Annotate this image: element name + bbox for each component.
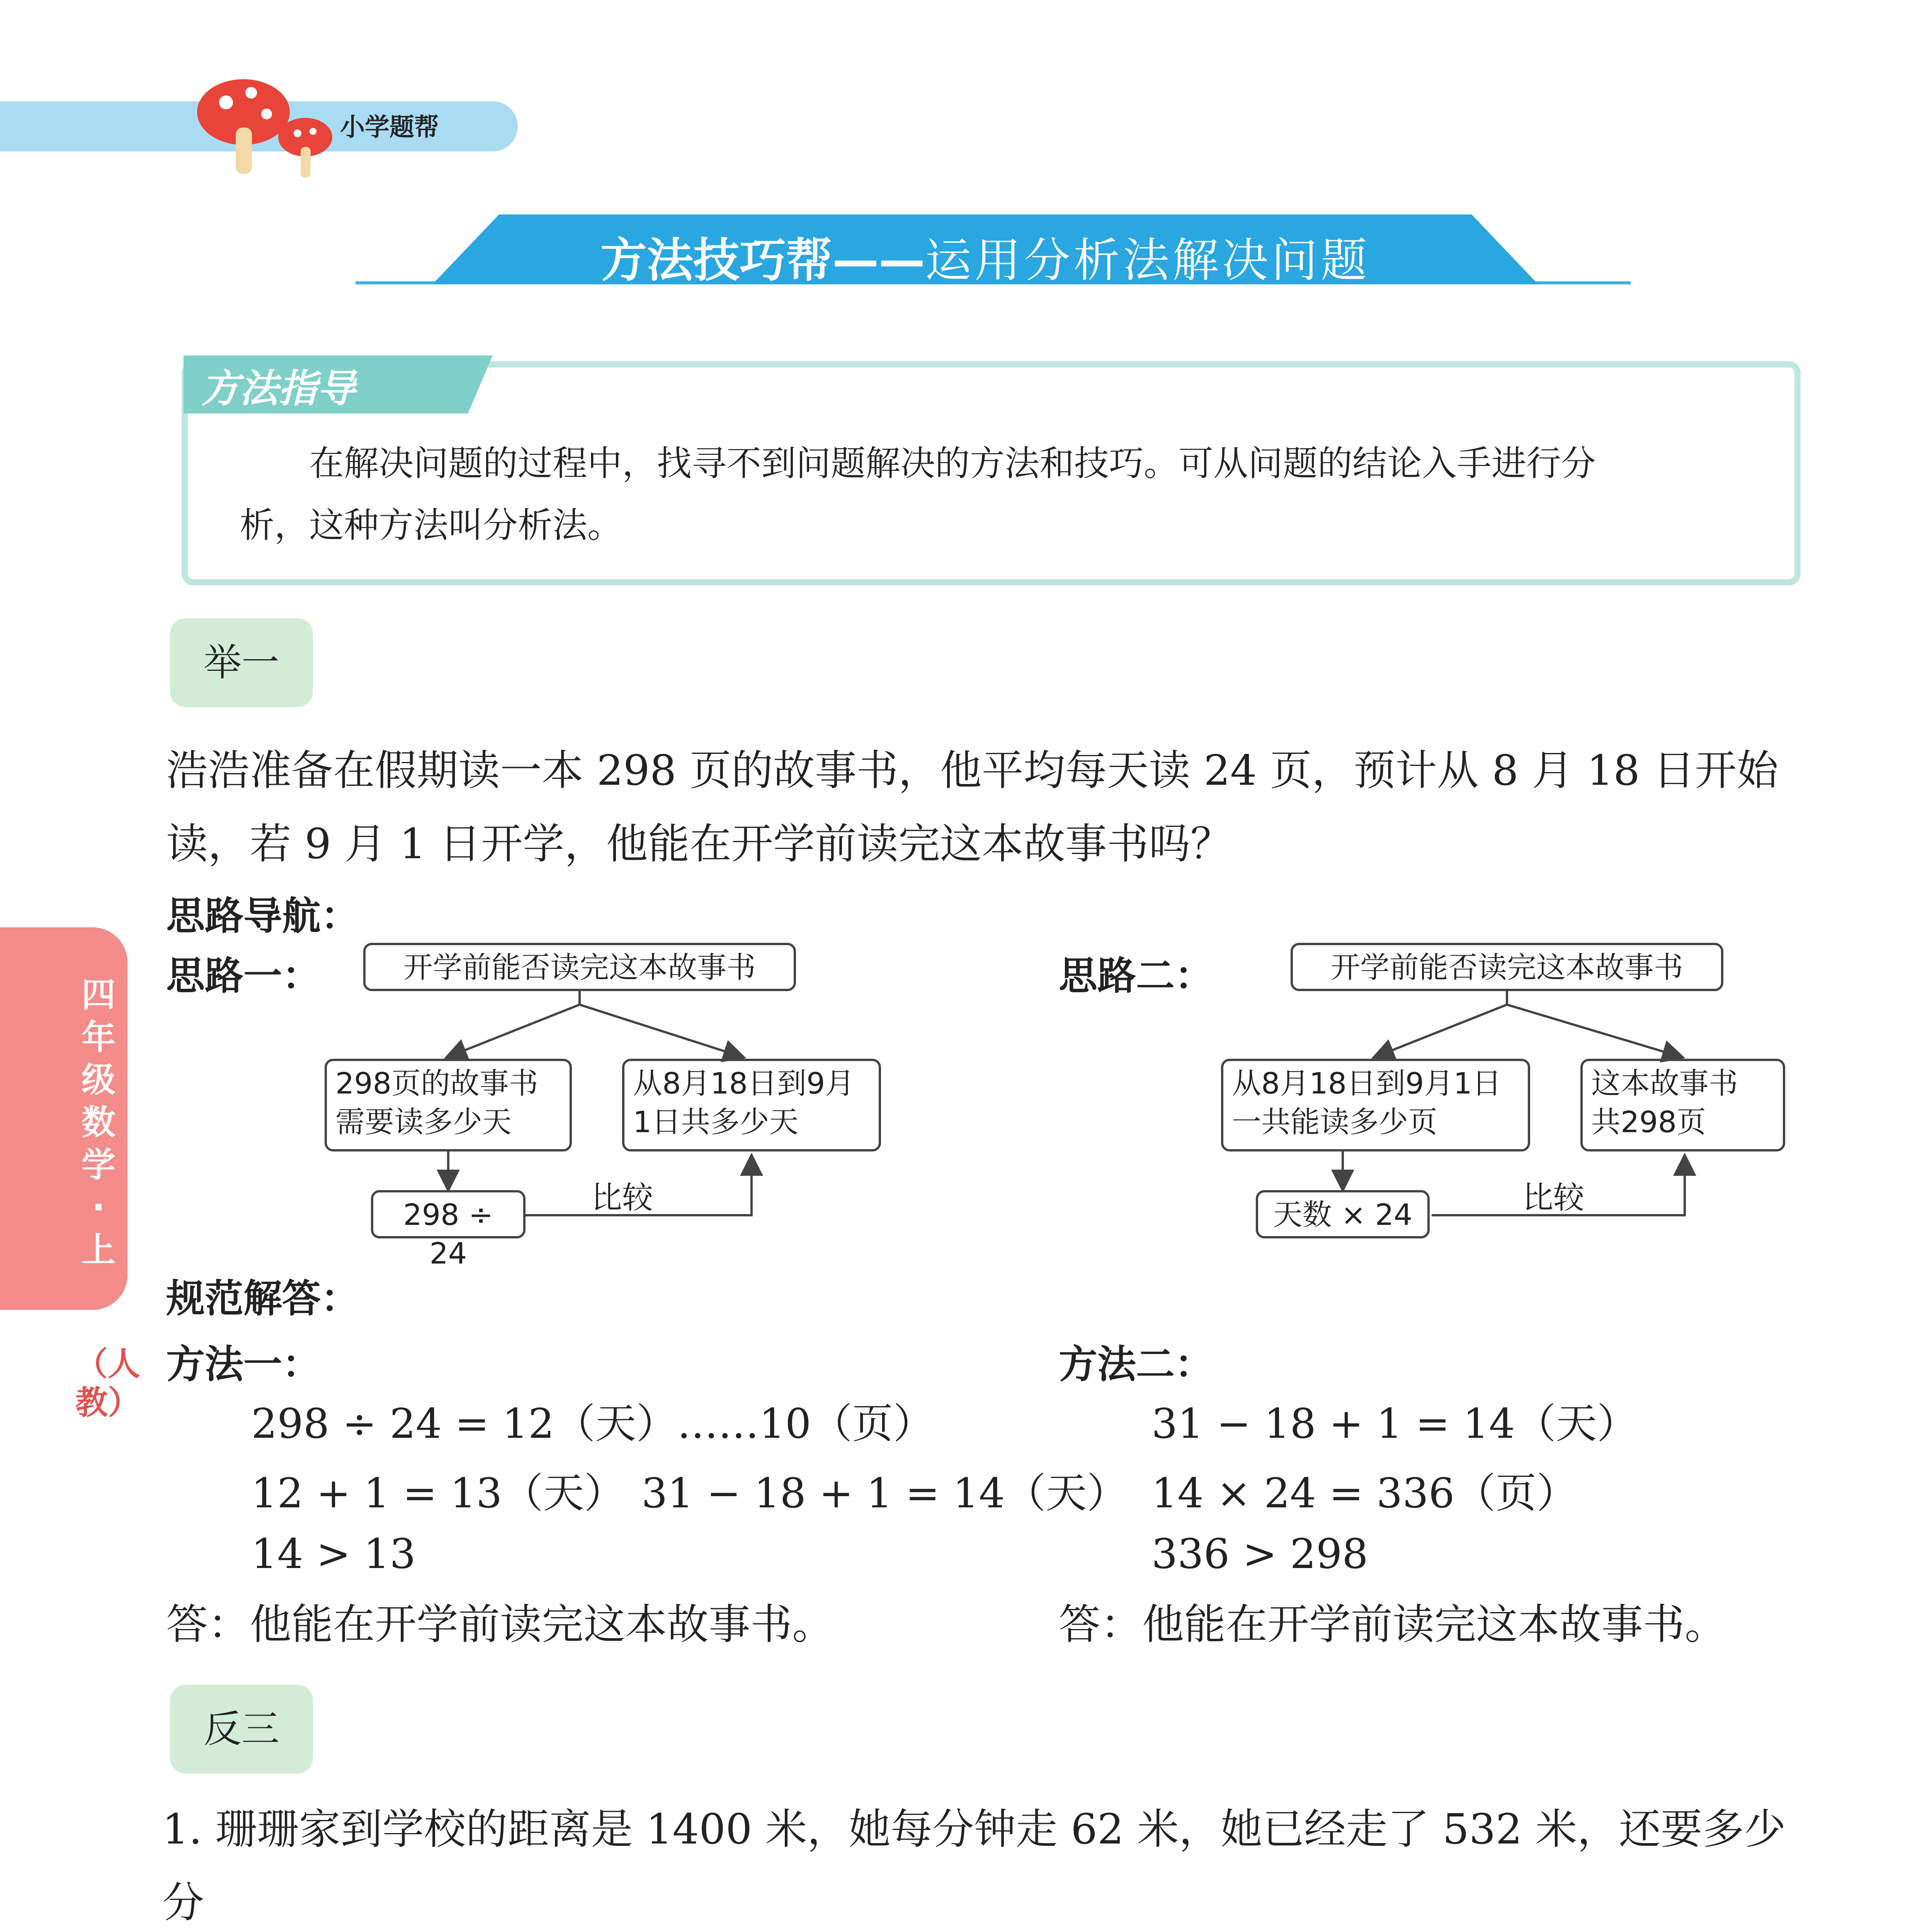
page-title <box>433 223 1538 290</box>
route2-top-box: 开学前能否读完这本故事书 <box>1291 943 1723 991</box>
method1-line-3: 14 > 13 <box>251 1530 416 1578</box>
route2-arrows <box>1198 989 1816 1221</box>
method-guide-line-2: 析，这种方法叫分析法。 <box>240 505 622 546</box>
example-problem <box>166 734 1828 881</box>
method1-line-2a: 12 + 1 = 13（天） <box>251 1469 625 1517</box>
route2-left-line-1: 从8月18日到9月1日 <box>1232 1066 1502 1100</box>
route2-label: 思路二： <box>1059 953 1213 998</box>
route2-right-line-1: 这本故事书 <box>1591 1066 1738 1100</box>
route1-arrows <box>309 989 908 1221</box>
route2-right-line-2: 共298页 <box>1591 1105 1706 1139</box>
question-1 <box>162 1793 1824 1932</box>
route1-label: 思路一： <box>166 953 321 998</box>
title-sub: 运用分析法解决问题 <box>925 234 1370 287</box>
method2-line-2: 14 × 24 = 336（页） <box>1151 1469 1578 1517</box>
title-dash: —— <box>832 234 925 287</box>
route1-calc-box: 298 ÷ 24 <box>371 1190 526 1238</box>
route1-compare-label: 比较 <box>591 1180 653 1216</box>
thinking-label: 思路导航： <box>166 893 359 939</box>
route2-left-line-2: 一共能读多少页 <box>1232 1105 1437 1139</box>
method-guide-tag-label: 方法指导 <box>201 366 355 411</box>
side-tab-title: 四年级数学·上 <box>81 975 116 1270</box>
solution-label: 规范解答： <box>166 1276 359 1321</box>
method1-line-1: 298 ÷ 24 = 12（天）……10（页） <box>251 1400 934 1447</box>
example-pill: 举一 <box>170 618 313 707</box>
question-1-line-1: 1. 珊珊家到学校的距离是 1400 米，她每分钟走 62 米，她已经走了 532 米，还要多少分 <box>162 1805 1786 1927</box>
mushroom-logo-icon <box>193 70 340 185</box>
method-guide-text <box>240 433 1766 556</box>
route1-right-line-2: 1日共多少天 <box>633 1105 799 1139</box>
method2-line-1: 31 − 18 + 1 = 14（天） <box>1151 1400 1638 1447</box>
route2-calc-box: 天数 × 24 <box>1256 1190 1430 1238</box>
route1-top-box: 开学前能否读完这本故事书 <box>363 943 796 991</box>
practice-pill: 反三 <box>170 1685 313 1774</box>
method1-label: 方法一： <box>166 1342 321 1387</box>
method2-answer: 答：他能在开学前读完这本故事书。 <box>1059 1600 1727 1649</box>
route1-right-line-1: 从8月18日到9月 <box>633 1066 855 1100</box>
method1-answer: 答：他能在开学前读完这本故事书。 <box>166 1600 834 1649</box>
side-tab-edition: （人教） <box>75 1345 141 1422</box>
example-problem-line-1: 浩浩准备在假期读一本 298 页的故事书，他平均每天读 24 页，预计从 8 月 18 日开始 <box>166 747 1779 795</box>
method2-label: 方法二： <box>1059 1342 1213 1387</box>
method-guide-line-1: 在解决问题的过程中，找寻不到问题解决的方法和技巧。可从问题的结论入手进行分 <box>309 443 1596 484</box>
title-main: 方法技巧帮 <box>600 234 832 287</box>
route2-compare-label: 比较 <box>1522 1180 1584 1216</box>
brand-label: 小学题帮 <box>340 113 439 142</box>
method1-line-2b: 31 − 18 + 1 = 14（天） <box>641 1469 1128 1517</box>
method2-line-3: 336 > 298 <box>1151 1530 1368 1578</box>
route1-left-line-1: 298页的故事书 <box>335 1066 539 1100</box>
example-problem-line-2: 读，若 9 月 1 日开学，他能在开学前读完这本故事书吗？ <box>166 820 1232 868</box>
route1-left-line-2: 需要读多少天 <box>335 1105 512 1139</box>
